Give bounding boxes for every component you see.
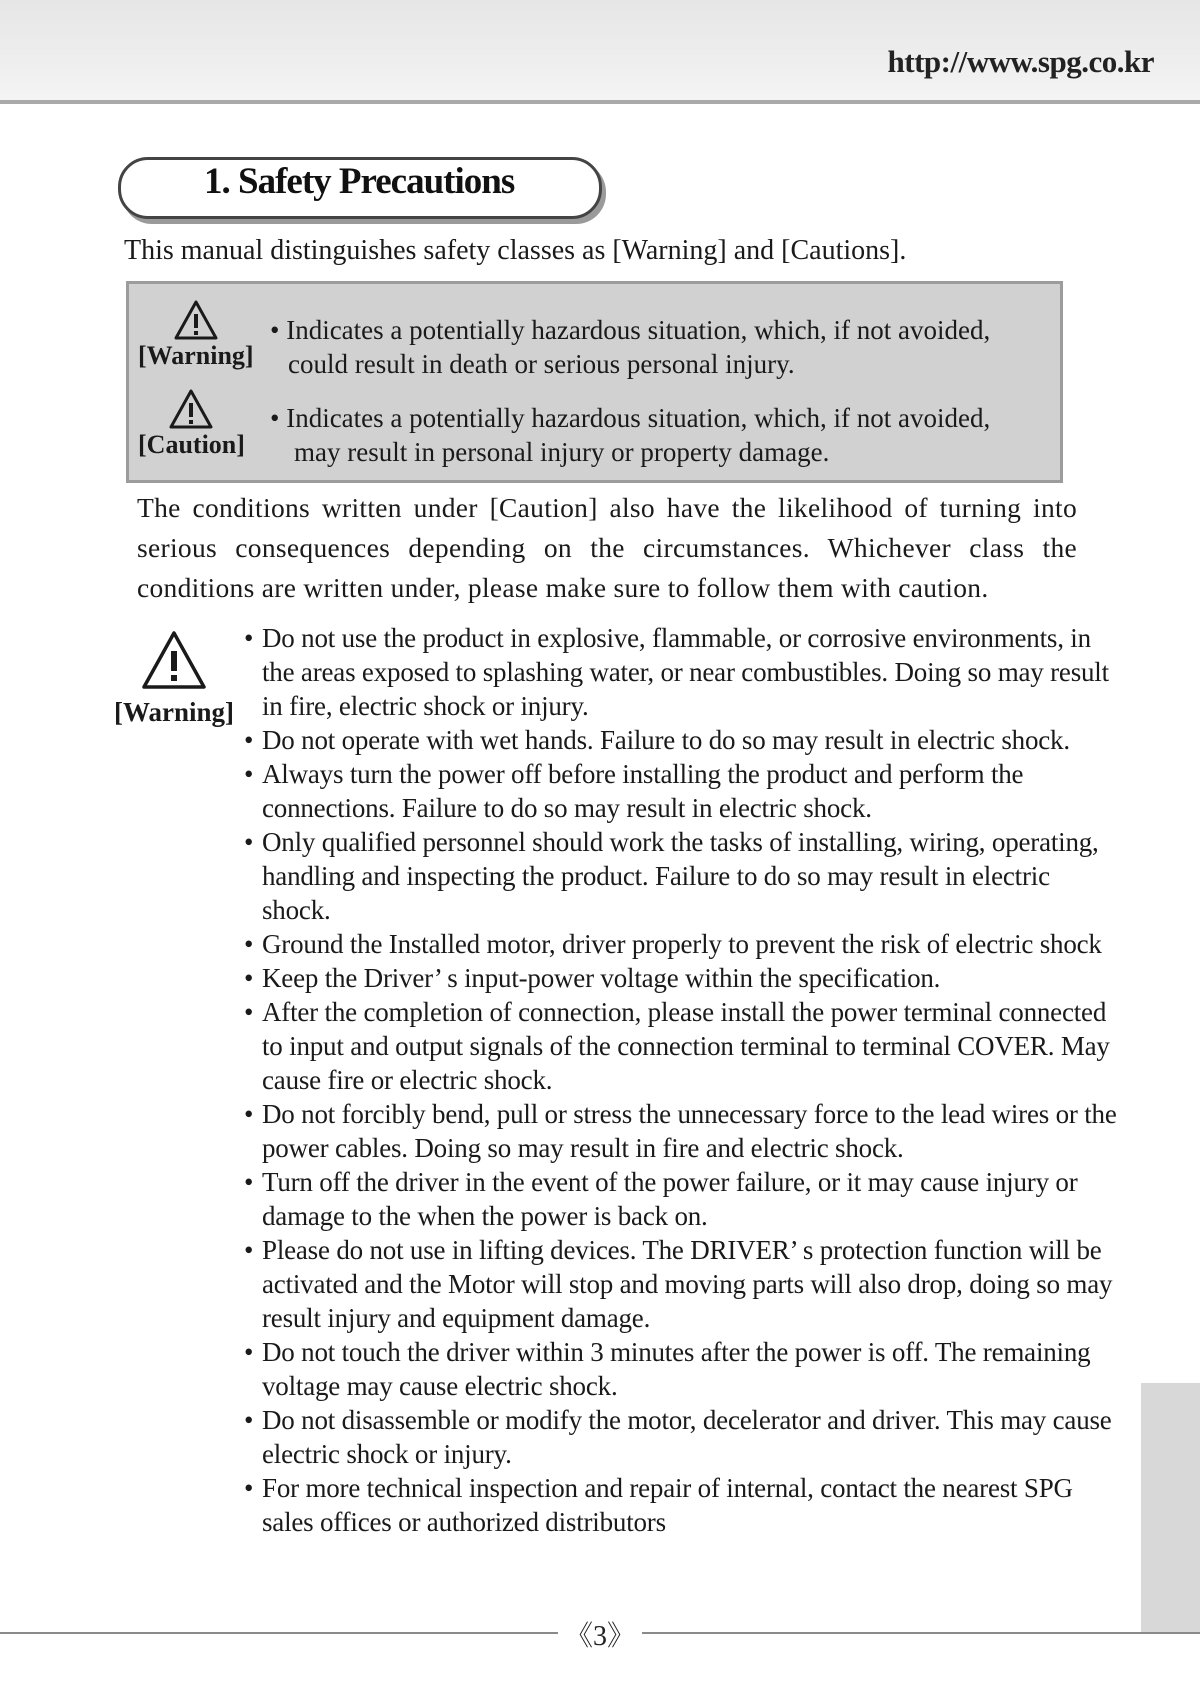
section-title: 1. Safety Precautions (204, 161, 515, 202)
intro-text: This manual distinguishes safety classes as [Warning] and [Cautions]. (124, 235, 907, 266)
caution-class-description: • Indicates a potentially hazardous situation, which, if not avoided, may result in personal injury or property damage. (270, 403, 991, 467)
warning-list-item: • Keep the Driver’ s input-power voltage within the specification. (244, 961, 1124, 995)
side-tab (1141, 1383, 1200, 1633)
warning-class-symbol: [Warning] (138, 299, 254, 371)
caution-triangle-icon (168, 388, 214, 430)
caution-class-line1: Indicates a potentially hazardous situation, which, if not avoided, (286, 403, 991, 433)
caution-note-paragraph: The conditions written under [Caution] also have the likelihood of turning into serious consequences depending on the circumstances. Whichever class the conditions are written under, please make sure to follow them with caution. (137, 492, 1077, 603)
page-number: 《3》 (564, 1621, 635, 1652)
warning-list-symbol (114, 629, 234, 728)
caution-class-symbol: [Caution] (138, 388, 245, 460)
warning-list-item: • Do not use the product in explosive, flammable, or corrosive environments, in the areas exposed to splashing water, or near combustibles. Doing so may result in fire, electric shock or injury. (244, 621, 1124, 723)
warning-list-item: • Always turn the power off before installing the product and perform the connections. Failure to do so may result in electric shock. (244, 757, 1124, 825)
warning-list-item: • Please do not use in lifting devices. The DRIVER’ s protection function will be activated and the Motor will stop and moving parts will also drop, doing so may result injury and equipment damage. (244, 1233, 1124, 1335)
warning-list-item: • Do not operate with wet hands. Failure to do so may result in electric shock. (244, 723, 1124, 757)
warning-list-item: • Do not forcibly bend, pull or stress the unnecessary force to the lead wires or the power cables. Doing so may result in fire and electric shock. (244, 1097, 1124, 1165)
warning-triangle-icon (173, 299, 219, 341)
warning-class-line2: could result in death or serious personal injury. (288, 349, 795, 379)
warning-list-item: • After the completion of connection, please install the power terminal connected to input and output signals of the connection terminal to terminal COVER. May cause fire or electric shock. (244, 995, 1124, 1097)
warning-class-line1: Indicates a potentially hazardous situation, which, if not avoided, (286, 315, 991, 345)
warning-list-item: • Do not touch the driver within 3 minutes after the power is off. The remaining voltage may cause electric shock. (244, 1335, 1124, 1403)
header-url: http://www.spg.co.kr (887, 44, 1154, 79)
warning-class-label: Warning (146, 341, 245, 370)
warning-class-description: • Indicates a potentially hazardous situation, which, if not avoided, could result in death or serious personal injury. (270, 315, 991, 379)
warning-list-item: • Ground the Installed motor, driver properly to prevent the risk of electric shock (244, 927, 1124, 961)
warning-list-item: • Only qualified personnel should work the tasks of installing, wiring, operating, handling and inspecting the product. Failure to do so may result in electric shock. (244, 825, 1124, 927)
caution-class-line2: may result in personal injury or property damage. (294, 437, 830, 467)
warning-list (244, 621, 1124, 1539)
warning-triangle-icon (140, 629, 208, 691)
warning-list-item: • Turn off the driver in the event of the power failure, or it may cause injury or damage to the when the power is back on. (244, 1165, 1124, 1233)
warning-list-label: [Warning] (114, 697, 235, 727)
caution-class-label: Caution (146, 430, 237, 459)
warning-list-item: • Do not disassemble or modify the motor, decelerator and driver. This may cause electric shock or injury. (244, 1403, 1124, 1471)
warning-list-item: • For more technical inspection and repair of internal, contact the nearest SPG sales offices or authorized distributors (244, 1471, 1124, 1539)
